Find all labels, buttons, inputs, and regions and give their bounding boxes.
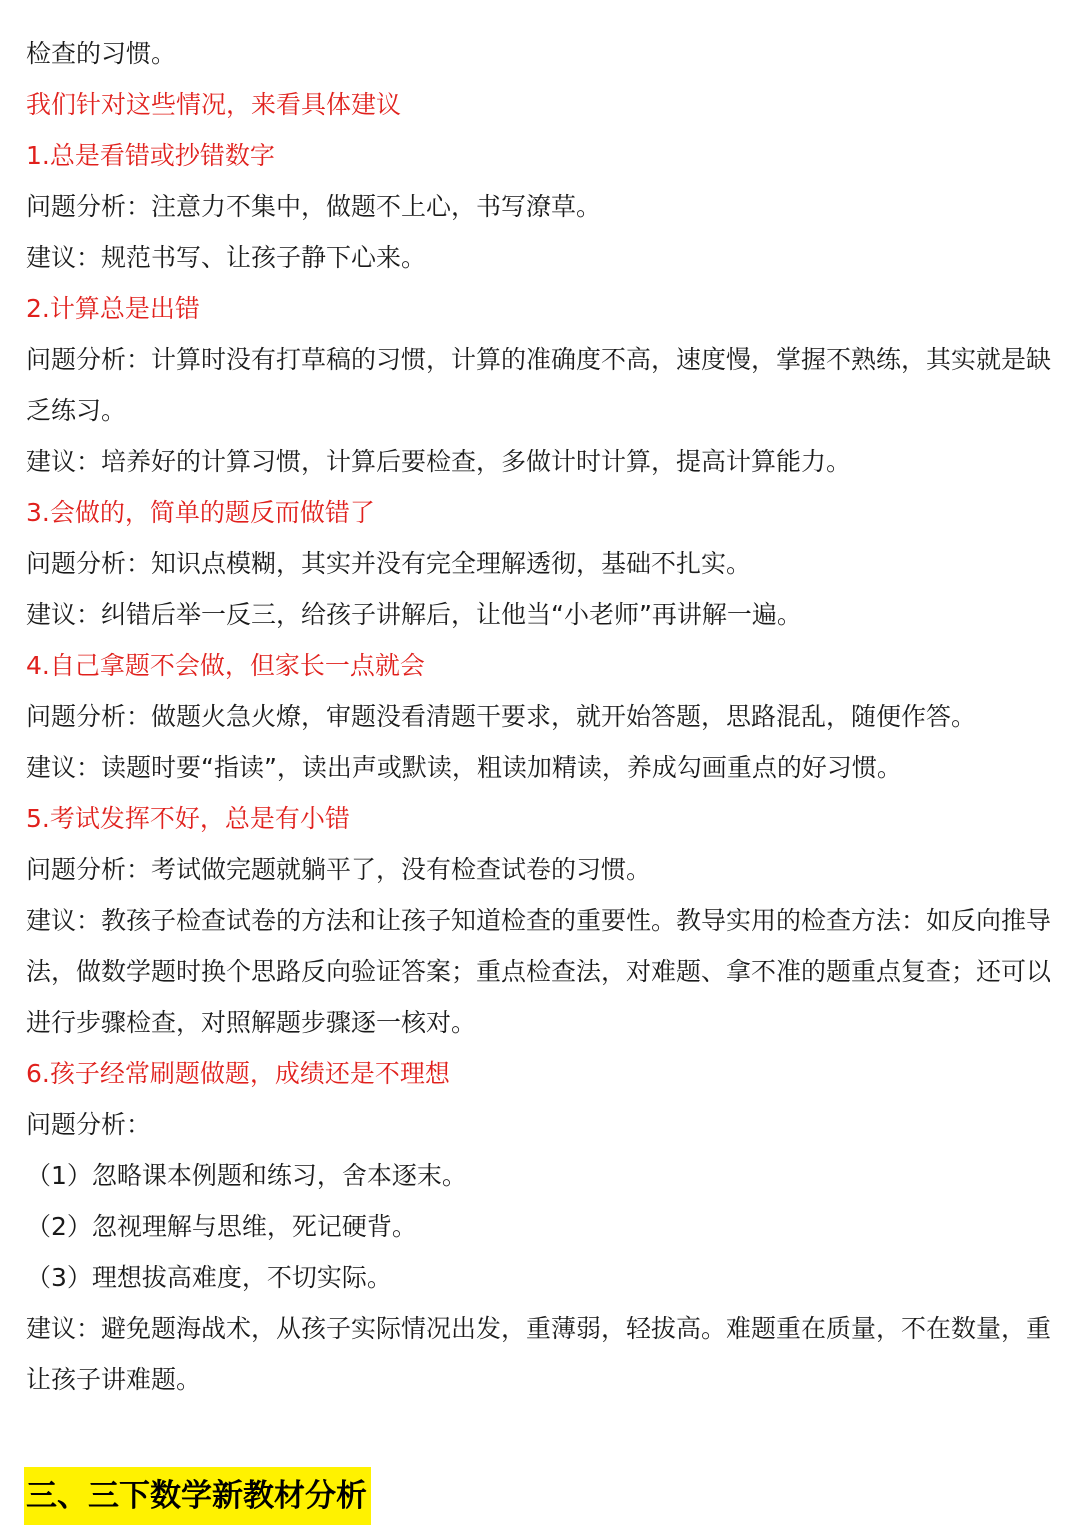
issue-heading-6: 6.孩子经常刷题做题，成绩还是不理想 [26,1059,450,1088]
analysis-line: 问题分析：知识点模糊，其实并没有完全理解透彻，基础不扎实。 [26,549,752,578]
suggestion-line: 建议：纠错后举一反三，给孩子讲解后，让他当“小老师”再讲解一遍。 [26,600,802,629]
suggestion-line: 建议：规范书写、让孩子静下心来。 [26,243,427,272]
suggestion-line-cont: 进行步骤检查，对照解题步骤逐一核对。 [26,1008,477,1037]
intro-heading: 我们针对这些情况，来看具体建议 [26,90,402,119]
suggestion-line: 建议：教孩子检查试卷的方法和让孩子知道检查的重要性。教导实用的检查方法：如反向推导 [26,906,1052,935]
suggestion-line: 建议：读题时要“指读”，读出声或默读，粗读加精读，养成勾画重点的好习惯。 [26,753,902,782]
suggestion-line: 建议：避免题海战术，从孩子实际情况出发，重薄弱，轻拔高。难题重在质量，不在数量，重 [26,1314,1052,1343]
issue-heading-5: 5.考试发挥不好，总是有小错 [26,804,350,833]
text-line: 检查的习惯。 [26,39,177,68]
issue-heading-3: 3.会做的，简单的题反而做错了 [26,498,375,527]
section-heading: 三、三下数学新教材分析 [24,1467,371,1525]
analysis-line: 问题分析：注意力不集中，做题不上心，书写潦草。 [26,192,602,221]
analysis-label: 问题分析： [26,1110,152,1139]
issue-heading-1: 1.总是看错或抄错数字 [26,141,275,170]
issue-heading-4: 4.自己拿题不会做，但家长一点就会 [26,651,425,680]
spacer [26,1405,1060,1456]
analysis-item-3: （3）理想拔高难度，不切实际。 [26,1263,392,1292]
issue-heading-2: 2.计算总是出错 [26,294,200,323]
analysis-item-1: （1）忽略课本例题和练习，舍本逐末。 [26,1161,467,1190]
suggestion-line: 建议：培养好的计算习惯，计算后要检查，多做计时计算，提高计算能力。 [26,447,852,476]
suggestion-line-cont: 让孩子讲难题。 [26,1365,202,1394]
analysis-line-cont: 乏练习。 [26,396,127,425]
analysis-line: 问题分析：计算时没有打草稿的习惯，计算的准确度不高，速度慢，掌握不熟练，其实就是缺 [26,345,1052,374]
article-body [26,28,1060,1525]
suggestion-line-cont: 法，做数学题时换个思路反向验证答案；重点检查法，对难题、拿不准的题重点复查；还可以 [26,957,1052,986]
analysis-item-2: （2）忽视理解与思维，死记硬背。 [26,1212,417,1241]
analysis-line: 问题分析：考试做完题就躺平了，没有检查试卷的习惯。 [26,855,652,884]
analysis-line: 问题分析：做题火急火燎，审题没看清题干要求，就开始答题，思路混乱，随便作答。 [26,702,977,731]
